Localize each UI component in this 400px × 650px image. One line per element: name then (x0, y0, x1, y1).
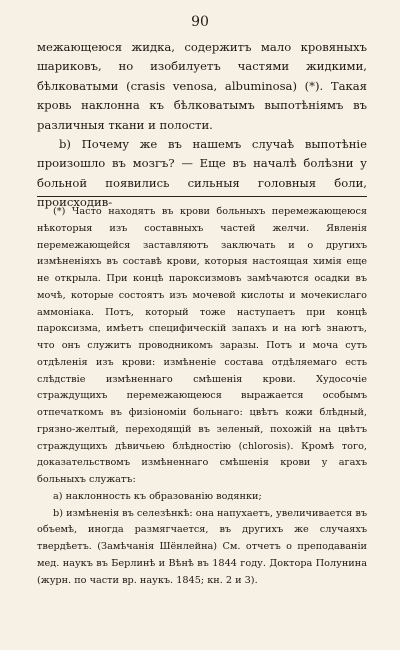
main-text (37, 38, 367, 213)
footnote (37, 204, 367, 589)
footnote-item-b: b) измѣненія въ селезѣнкѣ: она напухаетъ, увеличивается въ объемѣ, иногда размягчается, въ другихъ же случаяхъ твердѣетъ. (Замѣчанія Шёнлейна) См. отчетъ о преподаваніи мед. наукъ въ Берлинѣ и Вѣнѣ въ 1844 году. Доктора Полунина (журн. по части вр. наукъ. 1845; кн. 2 и 3). (37, 507, 367, 586)
footnote-divider (37, 196, 367, 197)
page-number: 90 (191, 14, 209, 30)
footnote-paragraph-1: (*) Часто находятъ въ крови больныхъ перемежающеюся нѣкоторыя изъ составныхъ частей желчи. Явленія перемежающейся заставляютъ заключать и о другихъ измѣненіяхъ въ составѣ крови, которыя настоящая химія еще не открыла. При концѣ пароксизмовъ замѣчаются осадки въ мочѣ, которые состоятъ изъ мочевой кислоты и мочекислаго аммоніака. Потъ, который тоже наступаетъ при концѣ пароксизма, имѣетъ специфическій запахъ и на югѣ знаютъ, что онъ служитъ проводникомъ заразы. Потъ и моча суть отдѣленія изъ крови: измѣненіе состава отдѣляемаго есть слѣдствіе измѣненнаго смѣшенія крови. Худосочіе страждущихъ перемежающеюся выражается особымъ отпечаткомъ въ физіономіи больнаго: цвѣтъ кожи блѣдный, грязно-желтый, переходящій въ зеленый, похожій на цвѣтъ страждущихъ дѣвичьею блѣдностію (chlorosis). Кромѣ того, доказательствомъ измѣненнаго смѣшенія крови у агахъ больныхъ служатъ: (37, 206, 367, 485)
main-paragraph-1: межающеюся жидка, содержитъ мало кровяныхъ шариковъ, но изобилуетъ частями жидкими, бѣлковатыми (crasis venosa, albuminosa) (*). Такая кровь наклонна къ бѣлковатымъ выпотѣніямъ въ различныя ткани и полости. (37, 40, 367, 132)
main-paragraph-2: b) Почему же въ нашемъ случаѣ выпотѣніе произошло въ мозгъ? — Еще въ началѣ болѣзни у больной появились сильныя головныя боли, происходив- (37, 137, 367, 210)
footnote-item-a: а) наклонность къ образованію водянки; (53, 490, 262, 502)
